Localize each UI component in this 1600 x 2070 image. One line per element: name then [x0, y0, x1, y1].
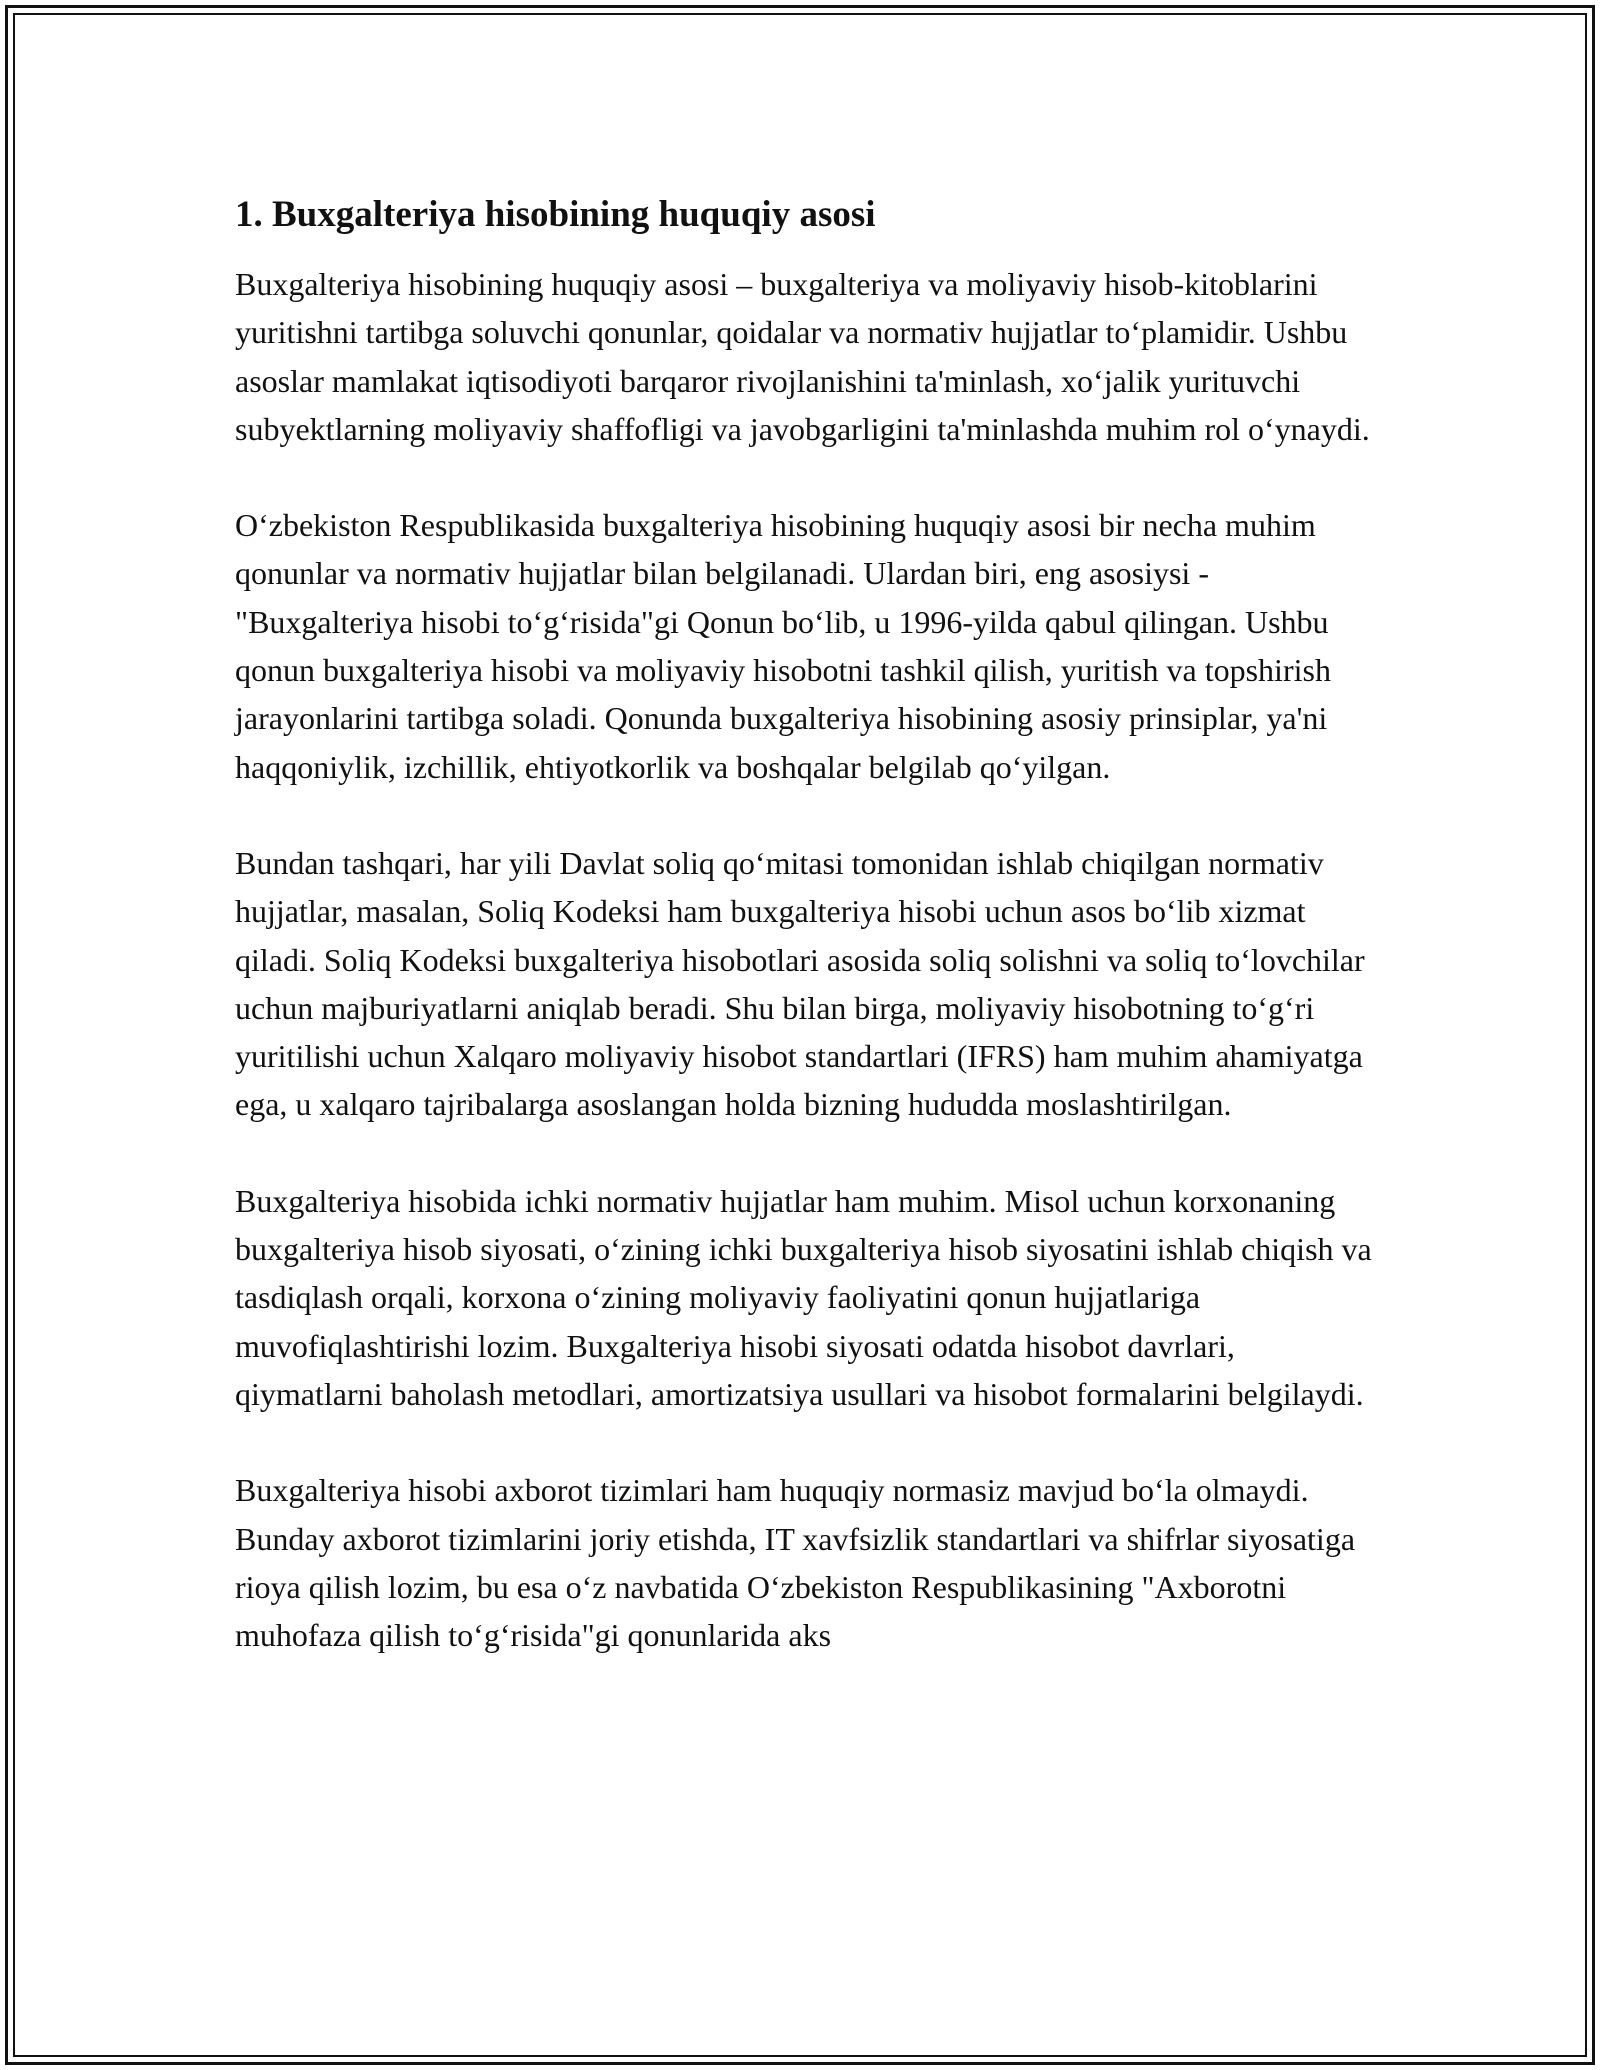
- paragraph-information-systems: Buxgalteriya hisobi axborot tizimlari ham huquqiy normasiz mavjud bo‘la olmaydi. Bunday axborot tizimlarini joriy etishda, IT xavfsizlik standartlari va shifrlar siyosatiga rioya qilish lozim, bu esa o‘z navbatida O‘zbekiston Respublikasining "Axborotni muhofaza qilish to‘g‘risida"gi qonunlarida aks: [235, 1472, 1356, 1654]
- paragraph-tax-code-ifrs: Bundan tashqari, har yili Davlat soliq qo‘mitasi tomonidan ishlab chiqilgan normativ hujjatlar, masalan, Soliq Kodeksi ham buxgalteriya hisobi uchun asos bo‘lib xizmat qiladi. Soliq Kodeksi buxgalteriya hisobotlari asosida soliq solishni va soliq to‘lovchilar uchun majburiyatlarni aniqlab beradi. Shu bilan birga, moliyaviy hisobotning to‘g‘ri yuritilishi uchun Xalqaro moliyaviy hisobot standartlari (IFRS) ham muhim ahamiyatga ega, u xalqaro tajribalarga asoslangan holda bizning hududda moslashtirilgan.: [235, 844, 1365, 1123]
- paragraph-uzbek-laws: O‘zbekiston Respublikasida buxgalteriya hisobining huquqiy asosi bir necha muhim qonunlar va normativ hujjatlar bilan belgilanadi. Ulardan biri, eng asosiysi - "Buxgalteriya hisobi to‘g‘risida"gi Qonun bo‘lib, u 1996-yilda qabul qilingan. Ushbu qonun buxgalteriya hisobi va moliyaviy hisobotni tashkil qilish, yuritish va topshirish jarayonlarini tartibga soladi. Qonunda buxgalteriya hisobining asosiy prinsiplar, ya'ni haqqoniylik, izchillik, ehtiyotkorlik va boshqalar belgilab qo‘yilgan.: [235, 507, 1331, 785]
- paragraph-legal-basis-definition: Buxgalteriya hisobining huquqiy asosi – buxgalteriya va moliyaviy hisob-kitoblarini yuritishni tartibga soluvchi qonunlar, qoidalar va normativ hujjatlar to‘plamidir. Ushbu asoslar mamlakat iqtisodiyoti barqaror rivojlanishini ta'minlash, xo‘jalik yurituvchi subyektlarning moliyaviy shaffofligi va javobgarligini ta'minlashda muhim rol o‘ynaydi.: [235, 266, 1370, 447]
- paragraph-internal-policies: Buxgalteriya hisobida ichki normativ hujjatlar ham muhim. Misol uchun korxonaning buxgalteriya hisob siyosati, o‘zining ichki buxgalteriya hisob siyosatini ishlab chiqish va tasdiqlash orqali, korxona o‘zining moliyaviy faoliyatini qonun hujjatlariga muvofiqlashtirishi lozim. Buxgalteriya hisobi siyosati odatda hisobot davrlari, qiymatlarni baholash metodlari, amortizatsiya usullari va hisobot formalarini belgilaydi.: [235, 1182, 1372, 1412]
- section-heading: 1. Buxgalteriya hisobining huquqiy asosi: [235, 194, 876, 235]
- document-body: [235, 192, 1375, 1707]
